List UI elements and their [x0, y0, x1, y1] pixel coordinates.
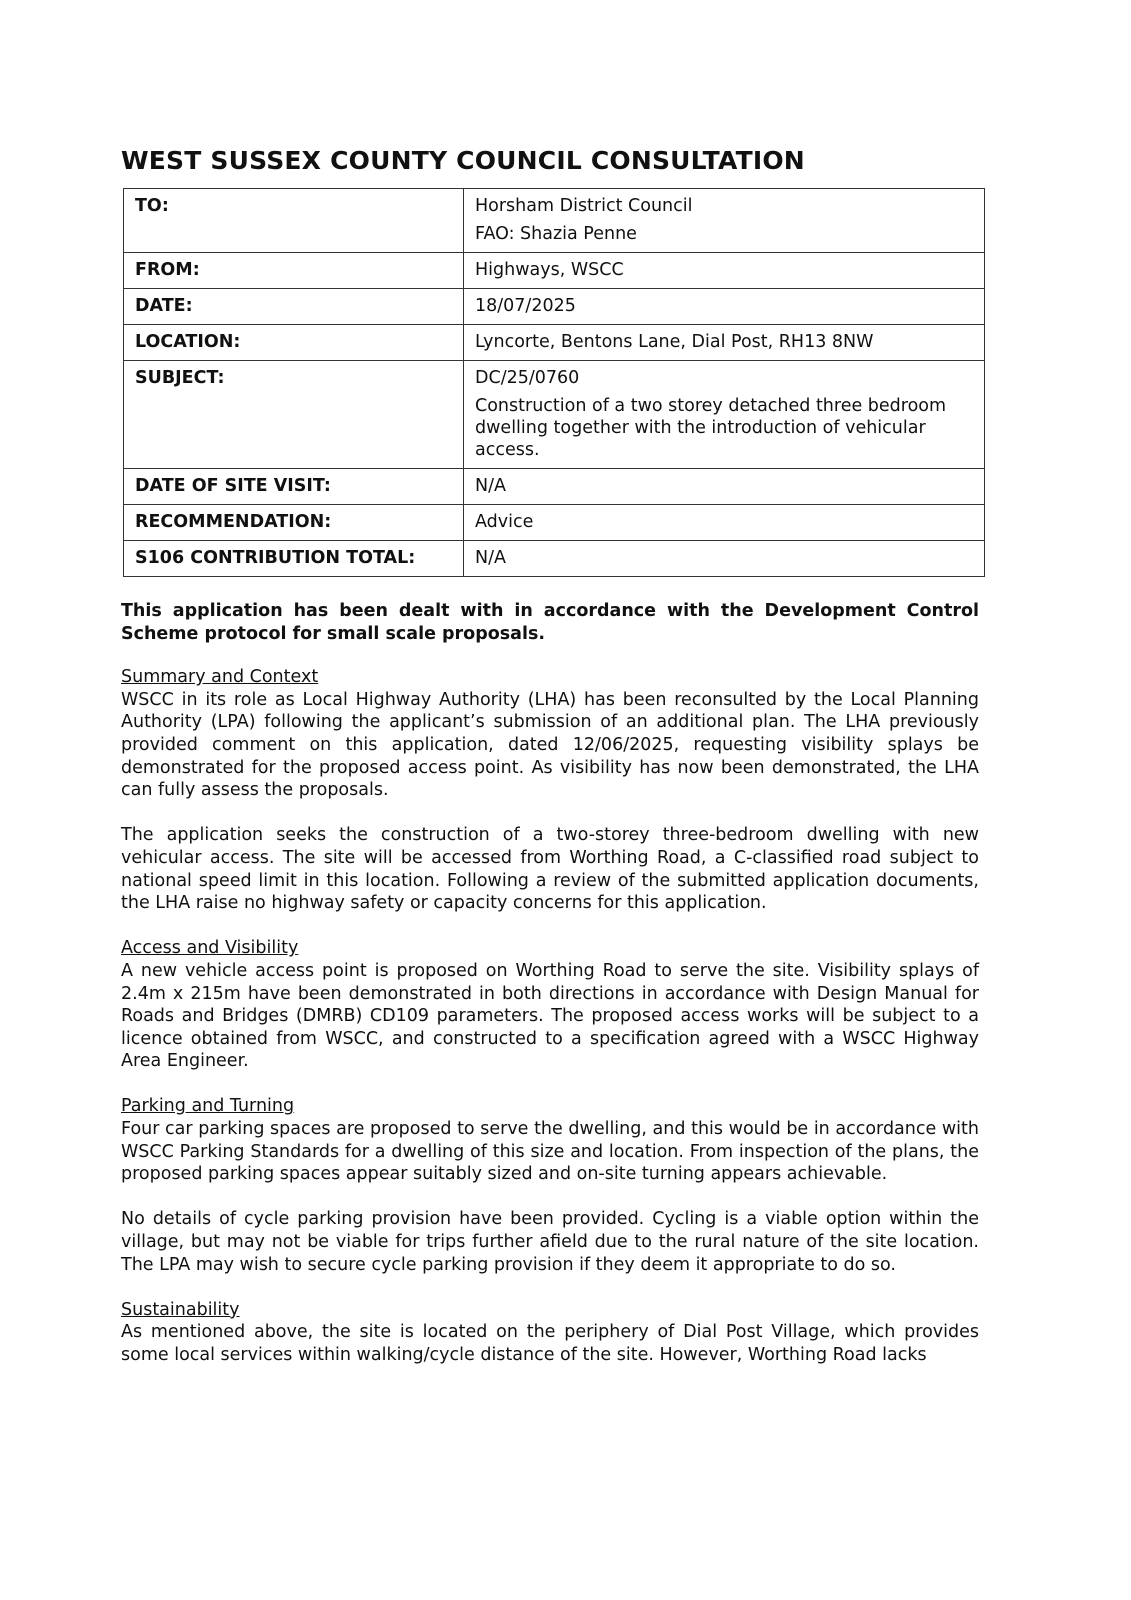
site-visit-label: DATE OF SITE VISIT:	[124, 469, 464, 505]
table-row	[124, 541, 985, 577]
location-value: Lyncorte, Bentons Lane, Dial Post, RH13 8NW	[464, 325, 985, 361]
subject-desc: Construction of a two storey detached three bedroom dwelling together with the introduction of vehicular access.	[475, 396, 947, 460]
page-title: WEST SUSSEX COUNTY COUNCIL CONSULTATION	[121, 146, 805, 175]
subject-label: SUBJECT:	[124, 361, 464, 469]
sustainability-heading: Sustainability	[121, 1299, 240, 1320]
to-label: TO:	[124, 189, 464, 253]
table-row	[124, 289, 985, 325]
s106-value: N/A	[464, 541, 985, 577]
parking-paragraph-1: Four car parking spaces are proposed to serve the dwelling, and this would be in accordance with WSCC Parking Standards for a dwelling of this size and location. From inspection of the plans, the proposed parking spaces appear suitably sized and on-site turning appears achievable.	[121, 1119, 979, 1185]
from-value: Highways, WSCC	[464, 253, 985, 289]
parking-heading: Parking and Turning	[121, 1096, 295, 1117]
from-label: FROM:	[124, 253, 464, 289]
table-row	[124, 469, 985, 505]
s106-label: S106 CONTRIBUTION TOTAL:	[124, 541, 464, 577]
date-label: DATE:	[124, 289, 464, 325]
to-line2: FAO: Shazia Penne	[475, 224, 637, 244]
table-row	[124, 189, 985, 253]
recommendation-label: RECOMMENDATION:	[124, 505, 464, 541]
consultation-details-table	[123, 188, 985, 577]
location-label: LOCATION:	[124, 325, 464, 361]
date-value: 18/07/2025	[464, 289, 985, 325]
table-row	[124, 361, 985, 469]
summary-heading: Summary and Context	[121, 667, 319, 688]
to-line1: Horsham District Council	[475, 196, 693, 216]
summary-paragraph-1: WSCC in its role as Local Highway Authority (LHA) has been reconsulted by the Local Planning Authority (LPA) following the applicant’s submission of an additional plan. The LHA previously provided comment on this application, dated 12/06/2025, requesting visibility splays be demonstrated for the proposed access point. As visibility has now been demonstrated, the LHA can fully assess the proposals.	[121, 689, 979, 801]
to-value	[464, 189, 985, 253]
table-row	[124, 505, 985, 541]
summary-paragraph-2: The application seeks the construction of a two-storey three-bedroom dwelling with new vehicular access. The site will be accessed from Worthing Road, a C-classified road subject to national speed limit in this location. Following a review of the submitted application documents, the LHA raise no highway safety or capacity concerns for this application.	[121, 825, 979, 914]
document-page	[121, 146, 979, 1367]
table-row	[124, 325, 985, 361]
sustainability-paragraph-1: As mentioned above, the site is located on the periphery of Dial Post Village, which provides some local services within walking/cycle distance of the site. However, Worthing Road lacks	[121, 1322, 979, 1365]
access-heading: Access and Visibility	[121, 938, 299, 959]
subject-ref: DC/25/0760	[475, 368, 580, 388]
access-paragraph-1: A new vehicle access point is proposed on Worthing Road to serve the site. Visibility splays of 2.4m x 215m have been demonstrated in both directions in accordance with Design Manual for Roads and Bridges (DMRB) CD109 parameters. The proposed access works will be subject to a licence obtained from WSCC, and constructed to a specification agreed with a WSCC Highway Area Engineer.	[121, 960, 979, 1072]
intro-statement: This application has been dealt with in accordance with the Development Control Scheme protocol for small scale proposals.	[121, 601, 979, 644]
recommendation-value: Advice	[464, 505, 985, 541]
subject-value	[464, 361, 985, 469]
parking-paragraph-2: No details of cycle parking provision have been provided. Cycling is a viable option within the village, but may not be viable for trips further afield due to the rural nature of the site location. The LPA may wish to secure cycle parking provision if they deem it appropriate to do so.	[121, 1209, 979, 1275]
site-visit-value: N/A	[464, 469, 985, 505]
table-row	[124, 253, 985, 289]
